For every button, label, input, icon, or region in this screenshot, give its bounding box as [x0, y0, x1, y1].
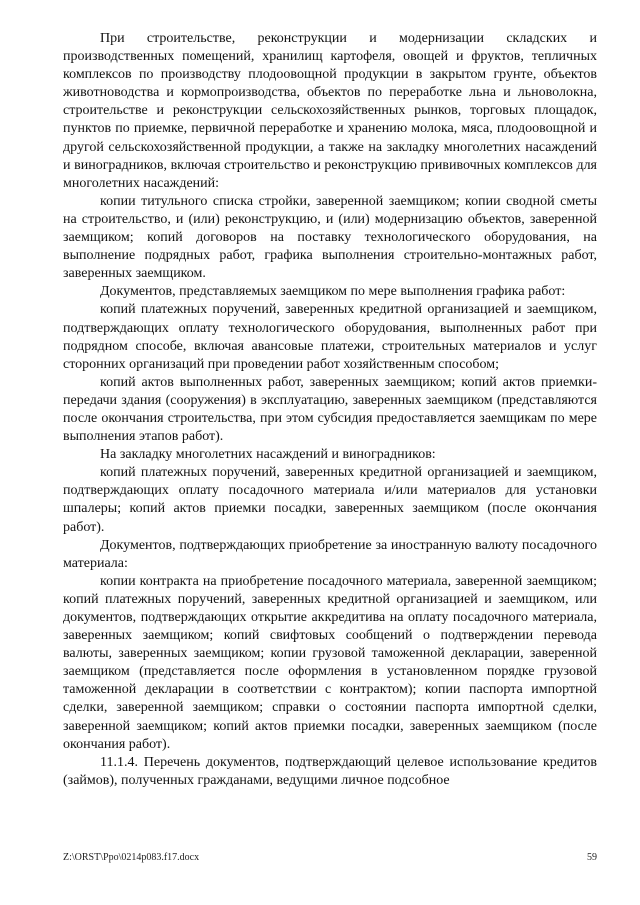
paragraph-perennial-plantings: На закладку многолетних насаждений и виноградников:: [100, 447, 436, 463]
page-number: 59: [587, 852, 597, 863]
paragraph-title-list-copies: копии титульного списка стройки, заверенной заемщиком; копии сводной сметы на строительство, и (или) реконструкцию, и (или) модернизацию объектов, заверенной заемщиком; копий договоров на поставку технологического оборудования, на выполнение подрядных работ, графика выполнения строительно-монтажных работ, заверенных заемщиком.: [63, 193, 597, 282]
document-page: [63, 30, 597, 790]
paragraph-foreign-currency: Документов, подтверждающих приобретение за иностранную валюту посадочного материала:: [63, 537, 597, 571]
paragraph-planting-payments: копий платежных поручений, заверенных кредитной организацией и заемщиком, подтверждающих оплату посадочного материала и/или материалов для установки шпалеры; копий актов приемки посадки, заверенных заемщиком (после окончания работ).: [63, 465, 597, 535]
paragraph-documents-schedule: Документов, представляемых заемщиком по мере выполнения графика работ:: [100, 284, 566, 300]
paragraph-payment-orders: копий платежных поручений, заверенных кредитной организацией и заемщиком, подтверждающих оплату технологического оборудования, выполненных работ при подрядном способе, включая авансовые платежи, строительных материалов и услуг сторонних организаций при проведении работ хозяйственным способом;: [63, 302, 597, 372]
paragraph-construction-intro: При строительстве, реконструкции и модернизации складских и производственных помещений, хранилищ картофеля, овощей и фруктов, тепличных комплексов по производству плодоовощной продукции в закрытом грунте, объектов животноводства и кормопроизводства, объектов по переработке льна и льноволокна, строительстве и реконструкции сельскохозяйственных рынков, торговых площадок, пунктов по приемке, первичной переработке и хранению молока, мяса, плодоовощной и другой сельскохозяйственной продукции, а также на закладку многолетних насаждений и виноградников, включая строительство и реконструкцию прививочных комплексов для многолетних насаждений:: [63, 31, 597, 191]
paragraph-contract-copies: копии контракта на приобретение посадочного материала, заверенной заемщиком; копий платежных поручений, заверенных кредитной организацией и заемщиком, или документов, подтверждающих открытие аккредитива на оплату посадочного материала, заверенных заемщиком; копий свифтовых сообщений о подтверждении перевода валюты, заверенных заемщиком; копии грузовой таможенной декларации, заверенной заемщиком (представляется после оформления в установленном порядке грузовой таможенной декларации в соответствии с контрактом); копии паспорта импортной сделки, заверенной заемщиком; справки о состоянии паспорта импортной сделки, заверенной заемщиком; копий актов приемки посадки, заверенных заемщиком (после окончания работ).: [63, 573, 597, 752]
footer-file-path: Z:\ORST\Ppo\0214p083.f17.docx: [63, 852, 200, 863]
paragraph-acceptance-acts: копий актов выполненных работ, заверенных заемщиком; копий актов приемки-передачи здания (сооружения) в эксплуатацию, заверенных заемщиком (представляются после окончания строительства, при этом субсидия предоставляется заемщикам по мере выполнения этапов работ).: [63, 374, 597, 445]
paragraph-section-11-1-4: 11.1.4. Перечень документов, подтверждающий целевое использование кредитов (займов), полученных гражданами, ведущими личное подсобное: [63, 754, 597, 788]
